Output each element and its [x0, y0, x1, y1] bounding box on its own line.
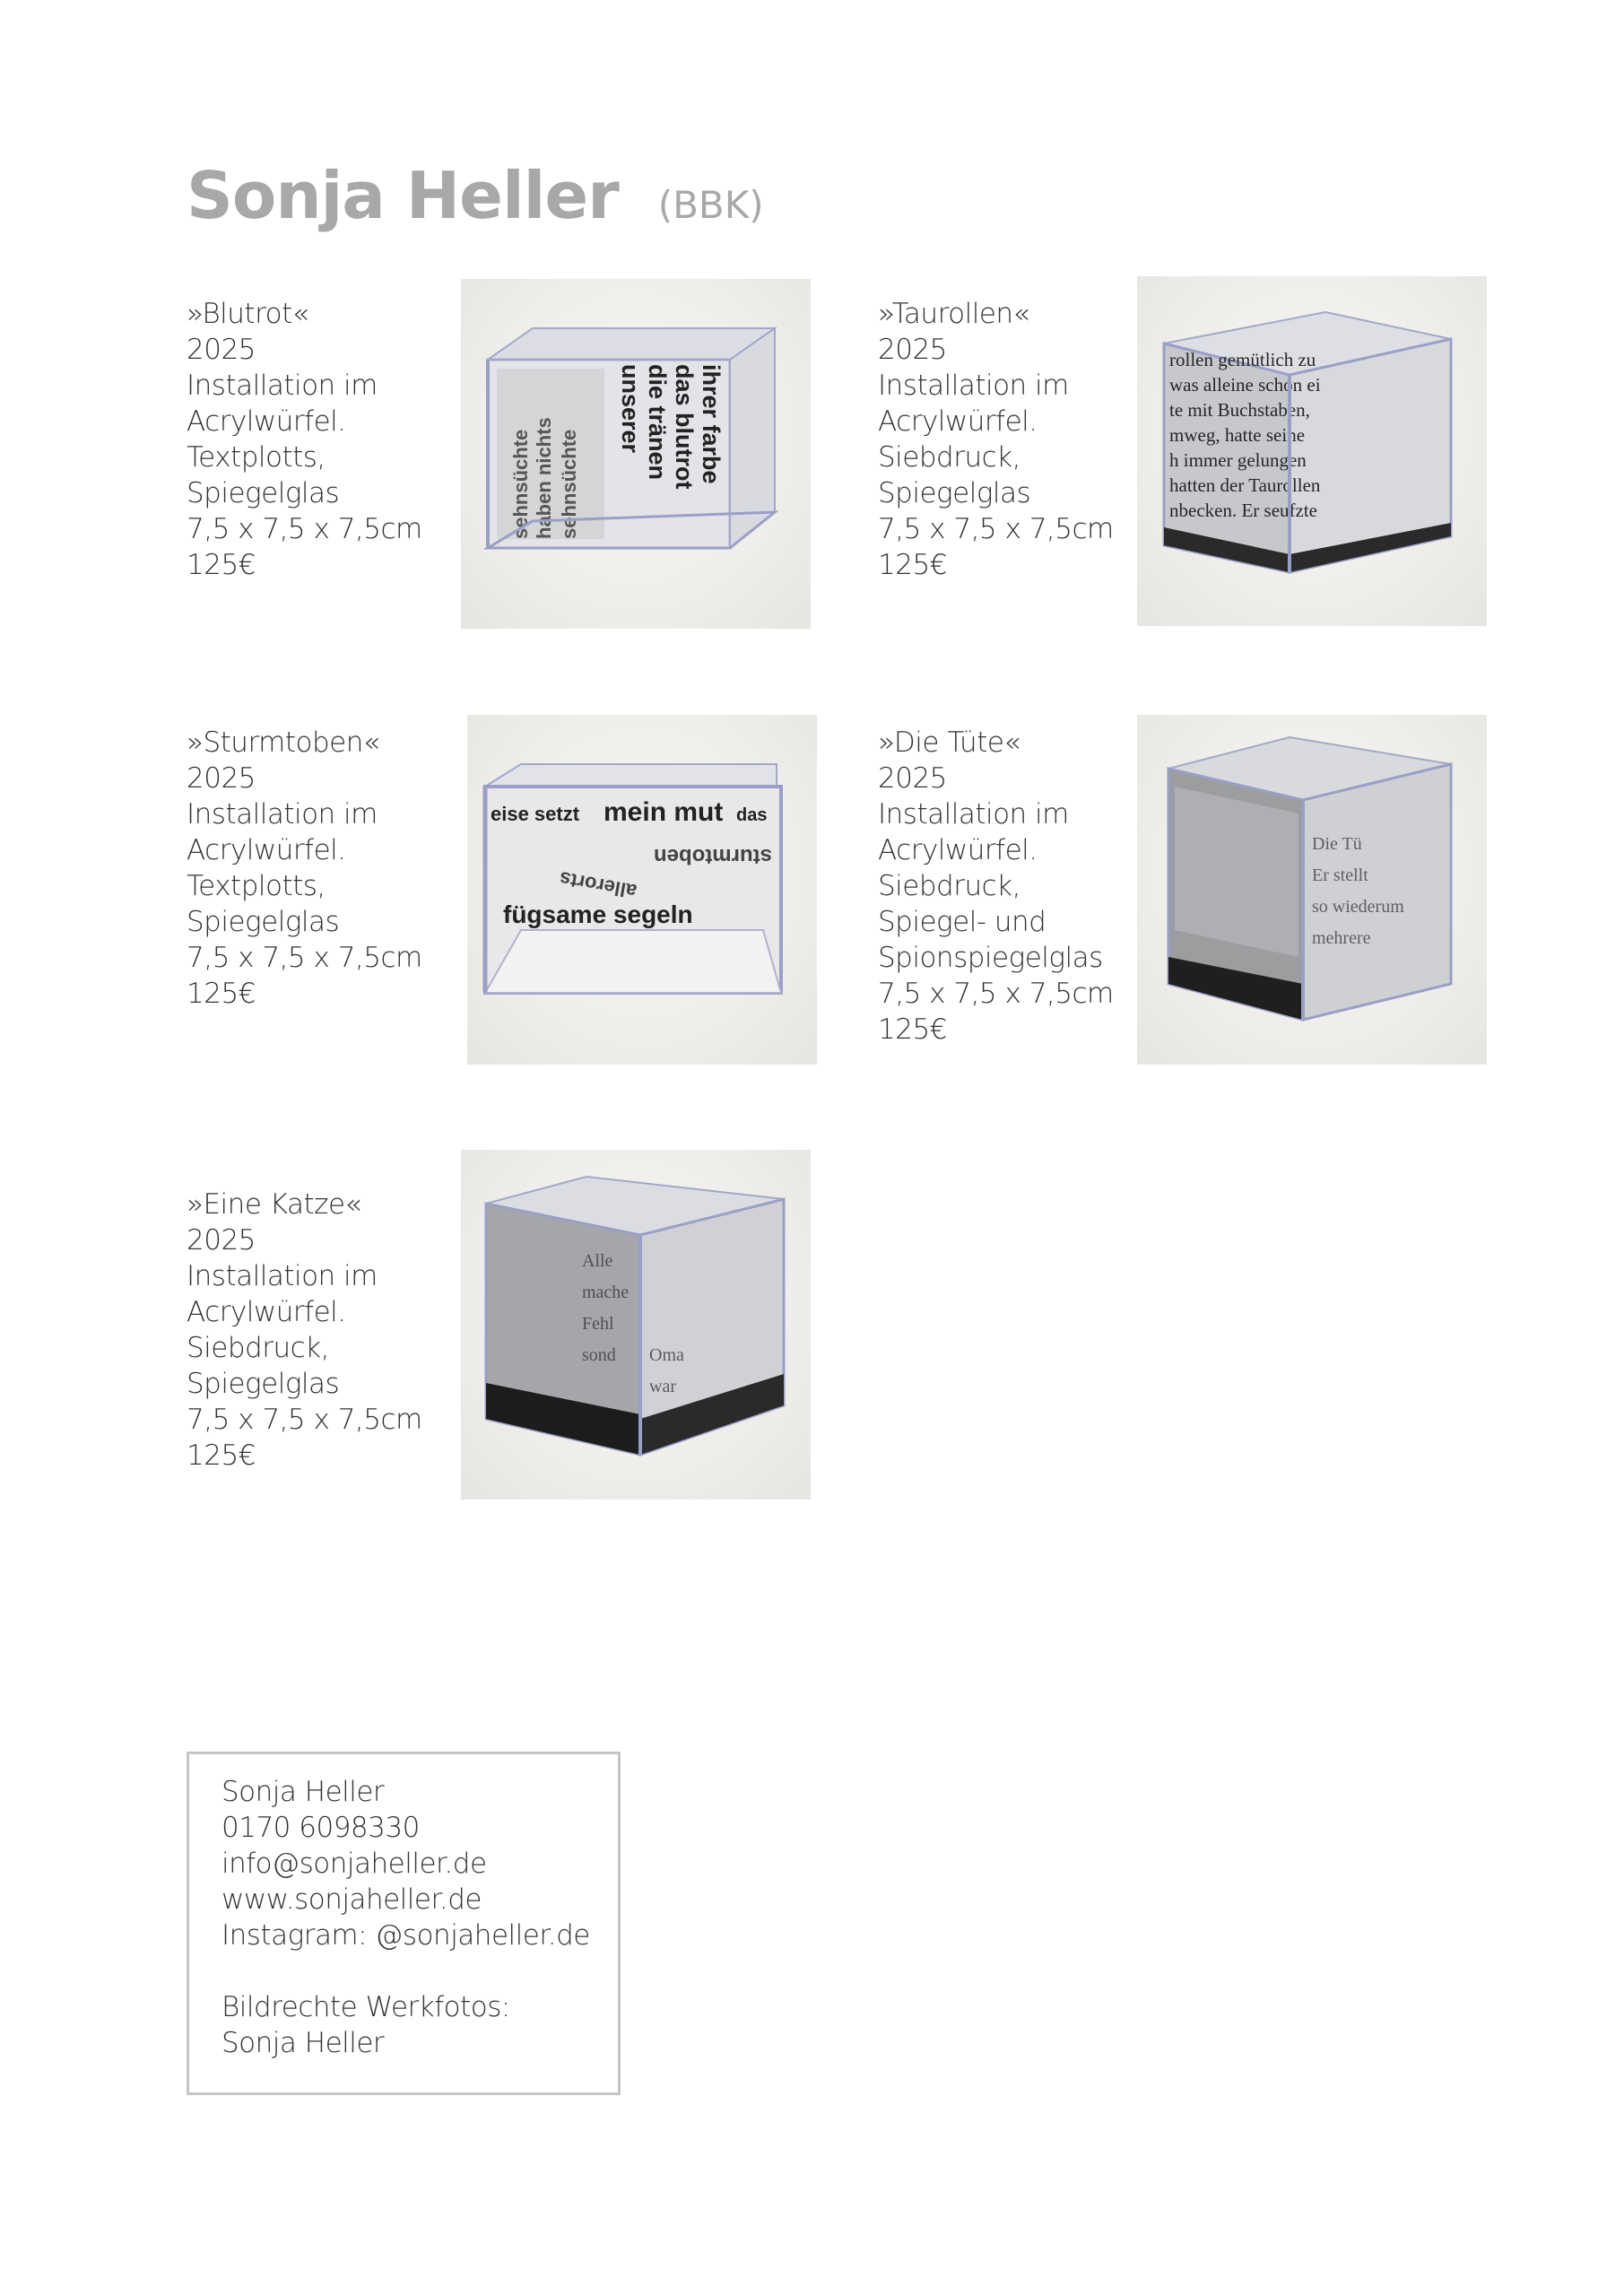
work-price: 125€: [187, 549, 256, 581]
contact-instagram[interactable]: Instagram: @sonjaheller.de: [221, 1919, 590, 1952]
photo-text: Die Tü: [1312, 834, 1362, 854]
work-medium-line: Acrylwürfel.: [878, 405, 1038, 438]
work-medium-line: Spiegel- und: [878, 906, 1046, 938]
photo-text: das: [736, 805, 768, 825]
photo-text: Alle: [582, 1251, 613, 1271]
work-year: 2025: [878, 334, 947, 366]
artist-name: Sonja Heller: [187, 158, 619, 233]
work-medium-line: Installation im: [187, 1260, 378, 1292]
photo-text: mehrere: [1312, 928, 1371, 948]
work-photo-sturmtoben: [467, 715, 817, 1065]
work-price: 125€: [878, 549, 947, 581]
work-title: »Die Tüte«: [878, 726, 1020, 759]
photo-text: unserer: [617, 364, 644, 454]
work-dimensions: 7,5 x 7,5 x 7,5cm: [187, 513, 422, 545]
work-medium-line: Siebdruck,: [187, 1332, 329, 1364]
work-medium-line: Installation im: [878, 798, 1069, 831]
work-dimensions: 7,5 x 7,5 x 7,5cm: [878, 978, 1114, 1010]
artist-organization: (BBK): [657, 183, 764, 227]
photo-text: Er stellt: [1312, 865, 1368, 885]
work-info-die-tuete: [878, 725, 1138, 1048]
photo-text: die tränen: [644, 364, 671, 481]
work-year: 2025: [187, 762, 256, 795]
work-medium-line: Installation im: [187, 798, 378, 831]
photo-text: rollen gemütlich zu: [1169, 349, 1316, 370]
work-price: 125€: [187, 1439, 256, 1472]
work-medium-line: Spiegelglas: [187, 906, 340, 938]
photo-text: das blutrot: [671, 364, 698, 490]
work-info-taurollen: [878, 296, 1138, 583]
photo-text: sehnsüchte: [558, 429, 580, 539]
photo-text: haben nichts: [533, 417, 555, 539]
work-title: »Sturmtoben«: [187, 726, 380, 759]
photo-text: fügsame segeln: [503, 900, 693, 928]
work-dimensions: 7,5 x 7,5 x 7,5cm: [187, 942, 422, 974]
photo-text: mein mut: [604, 797, 724, 827]
work-medium-line: Acrylwürfel.: [187, 405, 346, 438]
photo-text: ihrer farbe: [698, 364, 725, 484]
work-medium-line: Textplotts,: [187, 441, 326, 474]
work-photo-taurollen: [1137, 276, 1487, 626]
work-title: »Blutrot«: [187, 298, 309, 330]
image-rights-holder: Sonja Heller: [221, 2027, 385, 2059]
photo-text: sond: [582, 1345, 616, 1365]
work-info-eine-katze: [187, 1187, 447, 1474]
contact-name: Sonja Heller: [221, 1776, 385, 1808]
photo-text: nbecken. Er seufzte: [1169, 500, 1317, 521]
work-year: 2025: [187, 1224, 256, 1257]
work-price: 125€: [878, 1013, 947, 1046]
work-year: 2025: [878, 762, 947, 795]
contact-website[interactable]: www.sonjaheller.de: [221, 1883, 482, 1916]
photo-text: hatten der Taurollen: [1169, 474, 1321, 496]
photo-text: sturmtoben: [654, 844, 772, 868]
photo-text: war: [649, 1377, 676, 1396]
work-title: »Eine Katze«: [187, 1188, 361, 1221]
work-medium-line: Spiegelglas: [878, 477, 1031, 509]
photo-text: so wiederum: [1312, 897, 1404, 917]
work-medium-line: Siebdruck,: [878, 441, 1020, 474]
work-photo-die-tuete: [1137, 715, 1487, 1065]
work-title: »Taurollen«: [878, 298, 1030, 330]
work-photo-blutrot: [461, 279, 811, 629]
work-dimensions: 7,5 x 7,5 x 7,5cm: [187, 1404, 422, 1436]
photo-text: sehnsüchte: [509, 429, 532, 539]
photo-text: mache: [582, 1283, 630, 1302]
work-medium-line: Spionspiegelglas: [878, 942, 1103, 974]
work-medium-line: Acrylwürfel.: [187, 834, 346, 866]
work-medium-line: Spiegelglas: [187, 1368, 340, 1400]
image-rights-label: Bildrechte Werkfotos:: [221, 1991, 510, 2023]
work-year: 2025: [187, 334, 256, 366]
work-medium-line: Textplotts,: [187, 870, 326, 902]
photo-text: was alleine schon ei: [1169, 374, 1321, 396]
contact-box: [187, 1752, 621, 2095]
photo-text: Oma: [649, 1345, 684, 1365]
spacer: [221, 1953, 586, 1989]
work-info-blutrot: [187, 296, 447, 583]
work-photo-eine-katze: [461, 1150, 811, 1500]
photo-text: mweg, hatte seine: [1169, 424, 1306, 446]
contact-phone: 0170 6098330: [221, 1812, 420, 1844]
work-medium-line: Acrylwürfel.: [878, 834, 1038, 866]
work-medium-line: Spiegelglas: [187, 477, 340, 509]
work-medium-line: Installation im: [187, 370, 378, 402]
work-medium-line: Installation im: [878, 370, 1069, 402]
work-price: 125€: [187, 978, 256, 1010]
page-header: [187, 158, 764, 233]
work-medium-line: Siebdruck,: [878, 870, 1020, 902]
photo-text: eise setzt: [491, 803, 580, 825]
photo-text: te mit Buchstaben,: [1169, 399, 1310, 421]
work-medium-line: Acrylwürfel.: [187, 1296, 346, 1328]
contact-email[interactable]: info@sonjaheller.de: [221, 1848, 487, 1880]
photo-text: Fehl: [582, 1314, 614, 1334]
photo-text: h immer gelungen: [1169, 449, 1307, 471]
work-info-sturmtoben: [187, 725, 447, 1012]
photo-text: allerorts: [558, 866, 638, 903]
work-dimensions: 7,5 x 7,5 x 7,5cm: [878, 513, 1114, 545]
